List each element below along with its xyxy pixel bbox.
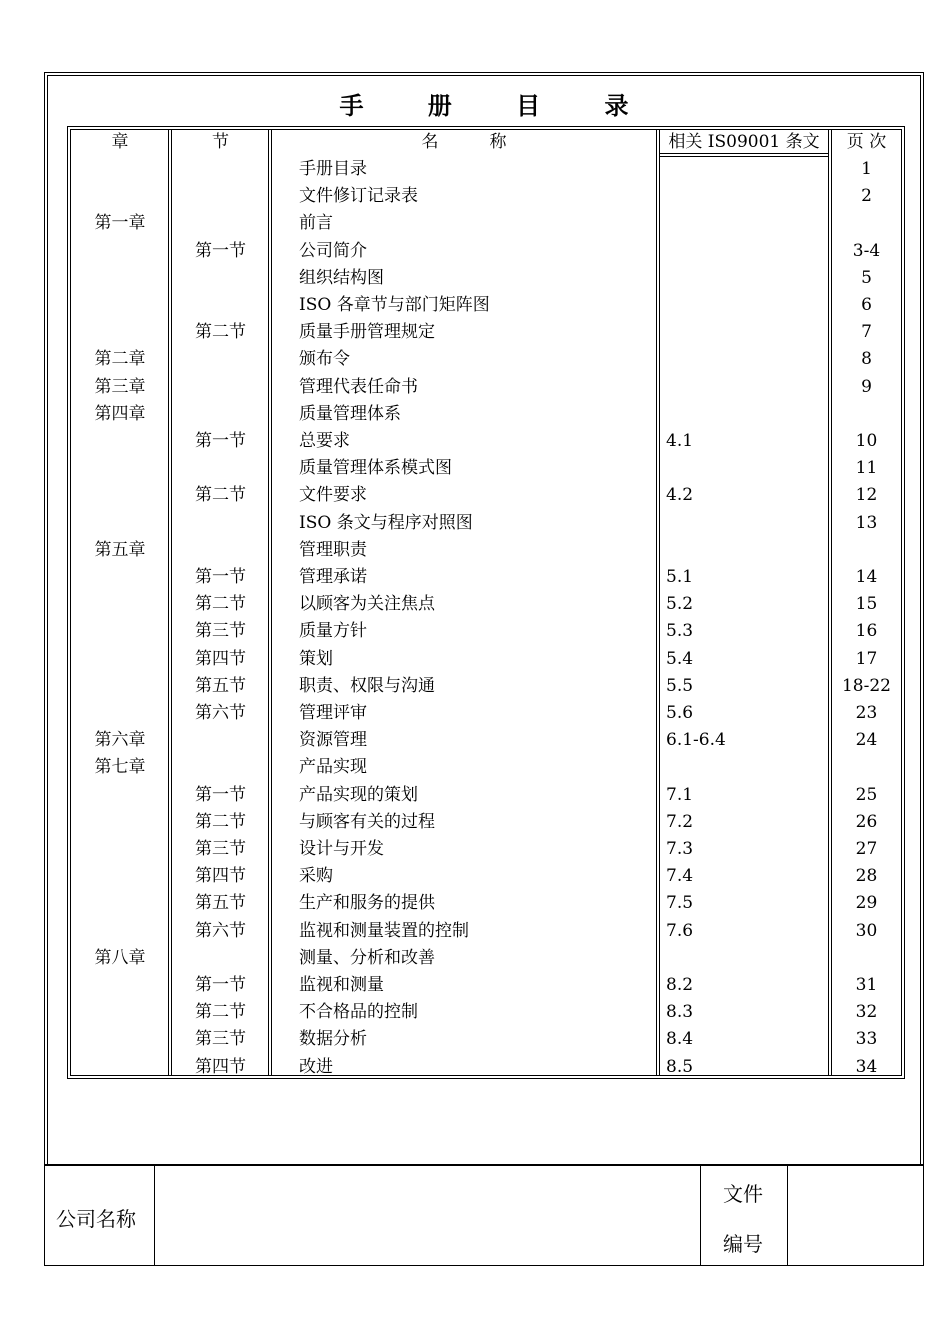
row-iso-clause — [666, 401, 826, 427]
row-name: 质量手册管理规定 — [299, 322, 435, 342]
row-iso-clause: 7.4 — [666, 866, 694, 886]
row-chapter — [70, 319, 170, 345]
row-page-number: 15 — [855, 594, 878, 614]
row-iso-clause: 7.3 — [666, 839, 694, 859]
header-iso-clause: 相关 IS09001 条文 — [668, 132, 820, 152]
row-iso-clause — [666, 374, 826, 400]
row-iso-clause — [666, 346, 826, 372]
row-iso-clause — [666, 945, 826, 971]
row-page-number: 1 — [861, 159, 872, 179]
row-page-number: 27 — [855, 839, 878, 859]
row-iso-clause: 6.1-6.4 — [666, 730, 726, 750]
row-chapter — [70, 183, 170, 209]
row-chapter: 第三章 — [94, 377, 146, 397]
row-iso-clause — [666, 537, 826, 563]
column-divider — [828, 129, 829, 1076]
row-name: 改进 — [299, 1057, 333, 1077]
row-chapter — [70, 782, 170, 808]
row-iso-clause: 5.3 — [666, 621, 694, 641]
row-chapter — [70, 863, 170, 889]
row-name: ISO 条文与程序对照图 — [299, 513, 473, 533]
row-chapter: 第六章 — [94, 730, 146, 750]
row-iso-clause: 8.5 — [666, 1057, 694, 1077]
row-page-number: 25 — [855, 785, 878, 805]
row-iso-clause: 4.2 — [666, 485, 694, 505]
row-chapter: 第二章 — [94, 349, 146, 369]
row-name: 质量管理体系模式图 — [299, 458, 452, 478]
row-chapter — [70, 646, 170, 672]
row-page-number — [831, 210, 902, 236]
row-page-number: 16 — [855, 621, 878, 641]
row-iso-clause: 8.2 — [666, 975, 694, 995]
row-name: 管理承诺 — [299, 567, 367, 587]
row-iso-clause — [666, 292, 826, 318]
row-page-number: 11 — [855, 458, 878, 478]
row-name: 以顾客为关注焦点 — [299, 594, 435, 614]
footer-divider — [700, 1164, 701, 1266]
row-page-number: 5 — [861, 268, 872, 288]
row-chapter: 第七章 — [94, 757, 146, 777]
row-chapter — [70, 700, 170, 726]
row-section: 第二节 — [195, 812, 246, 832]
row-name: 监视和测量装置的控制 — [299, 921, 469, 941]
row-section: 第二节 — [195, 322, 246, 342]
row-page-number: 3-4 — [852, 241, 881, 261]
row-iso-clause — [666, 510, 826, 536]
row-page-number: 2 — [861, 186, 872, 206]
page-title: 手 册 目 录 — [339, 92, 657, 120]
row-section — [171, 510, 270, 536]
row-page-number: 17 — [855, 649, 878, 669]
row-section: 第六节 — [195, 703, 246, 723]
row-page-number: 14 — [855, 567, 878, 587]
row-section: 第四节 — [195, 649, 246, 669]
row-iso-clause — [666, 210, 826, 236]
row-section — [171, 455, 270, 481]
row-page-number — [831, 537, 902, 563]
row-page-number: 23 — [855, 703, 878, 723]
row-page-number: 24 — [855, 730, 878, 750]
row-iso-clause: 7.5 — [666, 893, 694, 913]
row-name: 与顾客有关的过程 — [299, 812, 435, 832]
row-name: 资源管理 — [299, 730, 367, 750]
row-section: 第二节 — [195, 1002, 246, 1022]
row-section — [171, 156, 270, 182]
row-name: 文件修订记录表 — [299, 186, 418, 206]
row-name: 产品实现的策划 — [299, 785, 418, 805]
row-chapter — [70, 999, 170, 1025]
row-section — [171, 945, 270, 971]
row-page-number: 7 — [861, 322, 872, 342]
header-name: 名 称 — [421, 132, 507, 152]
row-page-number: 12 — [855, 485, 878, 505]
row-page-number: 34 — [855, 1057, 878, 1077]
row-section: 第二节 — [195, 594, 246, 614]
company-name-label: 公司名称 — [56, 1207, 136, 1231]
row-name: 质量方针 — [299, 621, 367, 641]
row-section: 第四节 — [195, 1057, 246, 1077]
row-chapter — [70, 618, 170, 644]
row-chapter — [70, 482, 170, 508]
row-chapter — [70, 809, 170, 835]
row-iso-clause — [666, 156, 826, 182]
row-name: 采购 — [299, 866, 333, 886]
row-section: 第一节 — [195, 241, 246, 261]
row-iso-clause: 5.1 — [666, 567, 694, 587]
row-iso-clause: 7.2 — [666, 812, 694, 832]
row-chapter — [70, 1026, 170, 1052]
header-chapter: 章 — [111, 132, 129, 152]
document-number-label-line2: 编号 — [723, 1232, 763, 1256]
row-iso-clause — [666, 238, 826, 264]
column-divider — [659, 129, 660, 1076]
row-iso-clause: 7.6 — [666, 921, 694, 941]
row-name: 产品实现 — [299, 757, 367, 777]
row-chapter — [70, 156, 170, 182]
row-chapter — [70, 238, 170, 264]
row-section: 第一节 — [195, 785, 246, 805]
row-name: 文件要求 — [299, 485, 367, 505]
row-section — [171, 401, 270, 427]
row-section: 第三节 — [195, 621, 246, 641]
row-page-number: 6 — [861, 295, 872, 315]
row-name: 管理代表任命书 — [299, 377, 418, 397]
row-section — [171, 727, 270, 753]
iso-header-underline — [659, 153, 828, 154]
row-iso-clause: 5.5 — [666, 676, 694, 696]
row-section: 第四节 — [195, 866, 246, 886]
header-section: 节 — [212, 132, 229, 152]
row-chapter — [70, 265, 170, 291]
row-name: 不合格品的控制 — [299, 1002, 418, 1022]
row-section — [171, 537, 270, 563]
row-page-number: 8 — [861, 349, 872, 369]
row-section: 第一节 — [195, 975, 246, 995]
row-chapter: 第八章 — [94, 948, 146, 968]
row-chapter — [70, 428, 170, 454]
row-chapter — [70, 890, 170, 916]
row-iso-clause: 4.1 — [666, 431, 694, 451]
row-section: 第三节 — [195, 1029, 246, 1049]
column-divider — [271, 129, 272, 1076]
row-chapter — [70, 836, 170, 862]
row-chapter — [70, 564, 170, 590]
row-name: 前言 — [299, 213, 333, 233]
row-chapter: 第五章 — [94, 540, 146, 560]
column-divider — [656, 129, 657, 1076]
row-section — [171, 292, 270, 318]
row-page-number — [831, 754, 902, 780]
row-chapter — [70, 510, 170, 536]
row-section: 第一节 — [195, 567, 246, 587]
row-chapter — [70, 1054, 170, 1080]
row-section: 第二节 — [195, 485, 246, 505]
footer-divider — [154, 1164, 155, 1266]
row-chapter: 第四章 — [94, 404, 146, 424]
row-section — [171, 210, 270, 236]
row-section — [171, 265, 270, 291]
row-chapter — [70, 292, 170, 318]
row-iso-clause — [666, 455, 826, 481]
row-section: 第六节 — [195, 921, 246, 941]
row-chapter — [70, 455, 170, 481]
row-iso-clause: 5.4 — [666, 649, 694, 669]
row-chapter — [70, 591, 170, 617]
row-name: 管理评审 — [299, 703, 367, 723]
row-name: 职责、权限与沟通 — [299, 676, 435, 696]
row-name: 测量、分析和改善 — [299, 948, 435, 968]
row-name: 管理职责 — [299, 540, 367, 560]
row-page-number: 33 — [855, 1029, 878, 1049]
row-iso-clause: 5.2 — [666, 594, 694, 614]
row-section — [171, 754, 270, 780]
row-section — [171, 183, 270, 209]
row-page-number: 26 — [855, 812, 878, 832]
row-chapter: 第一章 — [94, 213, 146, 233]
row-page-number: 30 — [855, 921, 878, 941]
row-section: 第五节 — [195, 893, 246, 913]
row-name: 监视和测量 — [299, 975, 384, 995]
row-iso-clause — [666, 754, 826, 780]
row-page-number: 10 — [855, 431, 878, 451]
row-page-number: 31 — [855, 975, 878, 995]
header-page: 页 次 — [846, 132, 887, 152]
row-page-number: 28 — [855, 866, 878, 886]
row-page-number: 9 — [861, 377, 872, 397]
footer-divider — [787, 1164, 788, 1266]
row-page-number: 13 — [855, 513, 878, 533]
row-iso-clause: 8.3 — [666, 1002, 694, 1022]
row-section: 第一节 — [195, 431, 246, 451]
row-name: 数据分析 — [299, 1029, 367, 1049]
row-name: ISO 各章节与部门矩阵图 — [299, 295, 490, 315]
row-section: 第三节 — [195, 839, 246, 859]
row-name: 设计与开发 — [299, 839, 384, 859]
row-name: 质量管理体系 — [299, 404, 401, 424]
row-name: 生产和服务的提供 — [299, 893, 435, 913]
row-name: 组织结构图 — [299, 268, 384, 288]
row-page-number — [831, 401, 902, 427]
row-page-number: 32 — [855, 1002, 878, 1022]
row-name: 总要求 — [299, 431, 350, 451]
row-page-number — [831, 945, 902, 971]
row-name: 颁布令 — [299, 349, 350, 369]
document-number-label-line1: 文件 — [723, 1182, 763, 1206]
footer-table — [44, 1164, 924, 1266]
row-iso-clause — [666, 183, 826, 209]
row-name: 手册目录 — [299, 159, 367, 179]
row-chapter — [70, 673, 170, 699]
row-iso-clause — [666, 265, 826, 291]
row-chapter — [70, 918, 170, 944]
row-section — [171, 374, 270, 400]
row-iso-clause — [666, 319, 826, 345]
row-iso-clause: 7.1 — [666, 785, 694, 805]
row-page-number: 29 — [855, 893, 878, 913]
row-iso-clause: 8.4 — [666, 1029, 694, 1049]
row-name: 策划 — [299, 649, 333, 669]
row-section: 第五节 — [195, 676, 246, 696]
row-iso-clause: 5.6 — [666, 703, 694, 723]
row-name: 公司简介 — [299, 241, 367, 261]
row-chapter — [70, 972, 170, 998]
row-section — [171, 346, 270, 372]
row-page-number: 18-22 — [841, 676, 891, 696]
